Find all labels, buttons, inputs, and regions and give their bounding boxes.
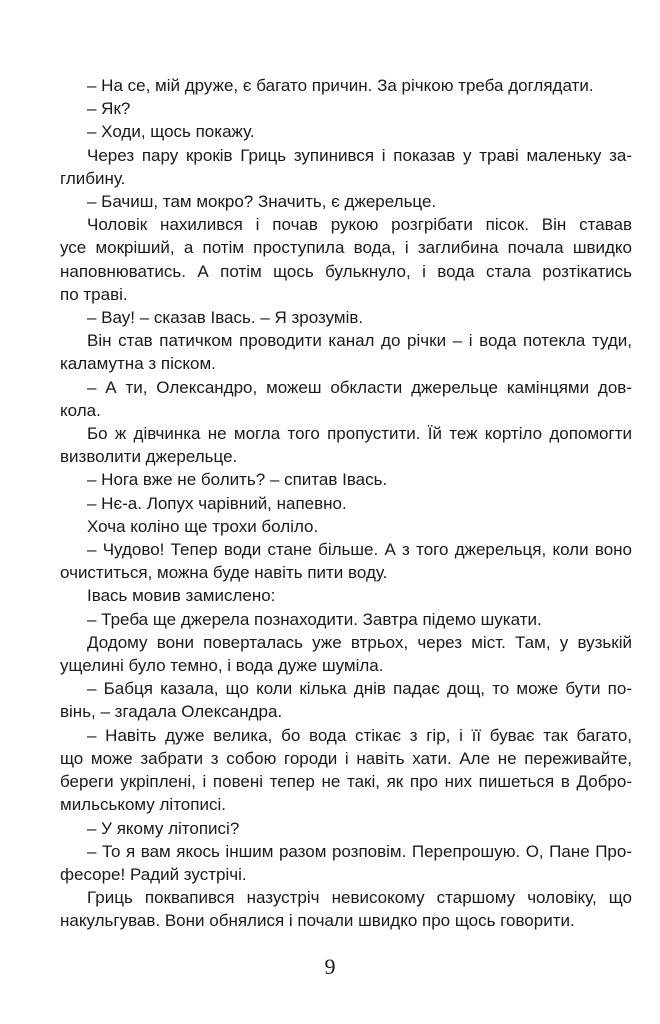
- text-line: Він став патичком проводити канал до річки – і вода потекла туди,: [87, 331, 632, 351]
- text-line: накульгував. Вони обнялися і почали швидко про щось говорити.: [60, 911, 575, 931]
- text-line: визволити джерельце.: [60, 447, 238, 467]
- text-line: Додому вони поверталась уже втрьох, через міст. Там, у вузькій: [87, 632, 632, 652]
- text-line: – Треба ще джерела познаходити. Завтра підемо шукати.: [87, 609, 542, 629]
- text-line: вінь, – згадала Олександра.: [60, 702, 283, 722]
- text-line: глибину.: [60, 168, 126, 188]
- text-line: Гриць поквапився назустріч невисокому старшому чоловіку, що: [87, 888, 632, 908]
- text-line: – А ти, Олександро, можеш обкласти джерельце камінцями дов-: [87, 377, 632, 397]
- text-line: Бо ж дівчинка не могла того пропустити. Їй теж кортіло допомогти: [87, 424, 632, 444]
- text-line: кола.: [60, 400, 101, 420]
- text-line: – Нє-а. Лопух чарівний, напевно.: [87, 493, 347, 513]
- text-line: – Нога вже не болить? – спитав Івась.: [87, 470, 388, 490]
- text-line: ущелині було темно, і вода дуже шуміла.: [60, 656, 384, 676]
- text-line: – Бачиш, там мокро? Значить, є джерельце.: [87, 192, 437, 212]
- text-line: що може забрати з собою городи і навіть хати. Але не переживайте,: [60, 748, 632, 768]
- text-line: усе мокріший, а потім проступила вода, і заглибина почала швидко: [60, 238, 632, 258]
- text-line: Хоча коліно ще трохи боліло.: [87, 516, 319, 536]
- text-line: Через пару кроків Гриць зупинився і показав у траві маленьку за-: [87, 145, 632, 165]
- text-line: – Навіть дуже велика, бо вода стікає з гір, і її буває так багато,: [87, 725, 632, 745]
- text-line: – У якому літописі?: [87, 818, 240, 838]
- text-line: Чоловік нахилився і почав рукою розгрібати пісок. Він ставав: [87, 215, 632, 235]
- text-line: – Як?: [87, 99, 131, 119]
- text-line: Івась мовив замислено:: [87, 586, 276, 606]
- text-line: мильському літописі.: [60, 795, 226, 815]
- page-text: [60, 74, 632, 933]
- text-line: – То я вам якось іншим разом розповім. Перепрошую. О, Пане Про-: [87, 841, 632, 861]
- text-line: по траві.: [60, 284, 128, 304]
- text-line: – Вау! – сказав Івась. – Я зрозумів.: [87, 308, 364, 328]
- text-line: каламутна з піском.: [60, 354, 216, 374]
- page-number: 9: [324, 954, 336, 979]
- text-line: береги укріплені, і повені тепер не такі, як про них пишеться в Добро-: [60, 772, 632, 792]
- text-line: – На се, мій друже, є багато причин. За річкою треба доглядати.: [87, 76, 594, 95]
- text-line: наповнюватись. А потім щось булькнуло, і вода стала розтікатись: [60, 261, 632, 281]
- text-line: фесоре! Радий зустрічі.: [60, 864, 247, 884]
- text-line: очиститься, можна буде навіть пити воду.: [60, 563, 388, 583]
- text-line: – Чудово! Тепер води стане більше. А з того джерельця, коли воно: [87, 540, 632, 560]
- text-line: – Бабця казала, що коли кілька днів падає дощ, то може бути по-: [87, 679, 632, 699]
- text-line: – Ходи, щось покажу.: [87, 122, 255, 142]
